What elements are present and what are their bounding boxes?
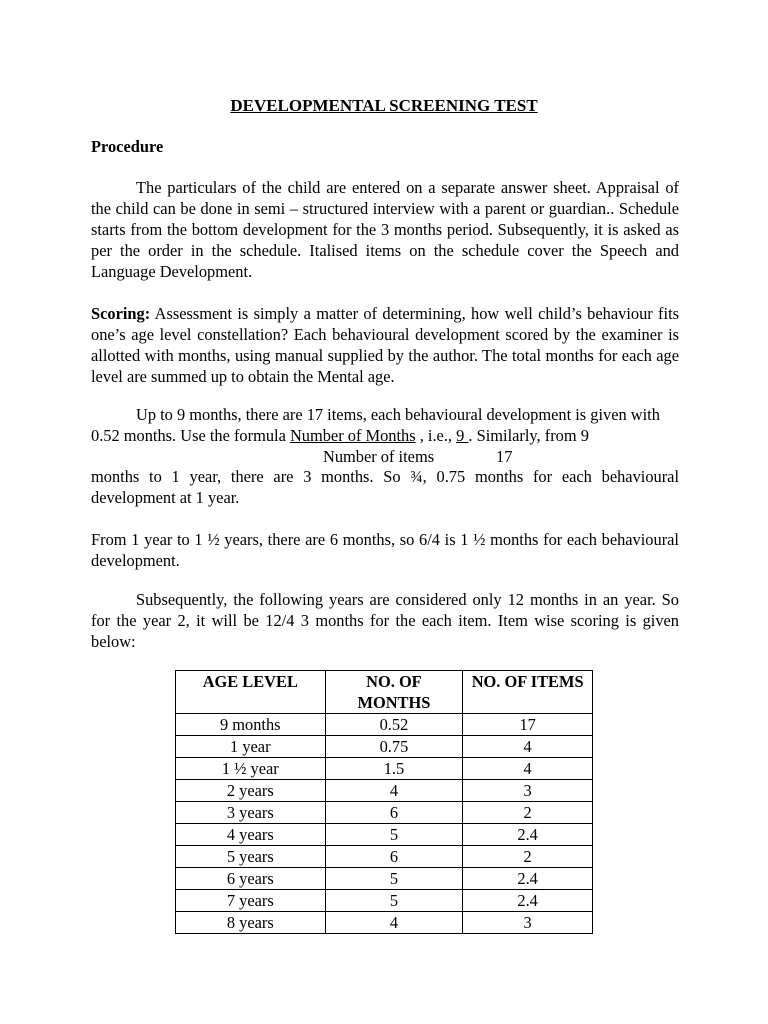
cell-no-of-months: 0.75 — [325, 736, 463, 758]
scoring-label: Scoring: — [91, 304, 151, 323]
table-row — [176, 868, 593, 890]
formula-mid: , i.e., — [415, 426, 457, 445]
cell-age-level: 1 ½ year — [176, 758, 326, 780]
table-row — [176, 912, 593, 934]
cell-no-of-items: 3 — [463, 912, 593, 934]
table-row — [176, 780, 593, 802]
cell-age-level: 9 months — [176, 714, 326, 736]
cell-no-of-months: 6 — [325, 802, 463, 824]
cell-no-of-items: 4 — [463, 758, 593, 780]
table-row — [176, 890, 593, 912]
formula-continuation: months to 1 year, there are 3 months. So ¾, 0.75 months for each behavioural development at 1 year. — [91, 467, 679, 507]
table-body — [176, 714, 593, 934]
formula-paragraph — [91, 404, 691, 446]
cell-age-level: 6 years — [176, 868, 326, 890]
procedure-heading: Procedure — [91, 137, 164, 156]
formula-numerator-value: 9 — [456, 426, 469, 445]
cell-age-level: 3 years — [176, 802, 326, 824]
cell-no-of-items: 17 — [463, 714, 593, 736]
cell-age-level: 7 years — [176, 890, 326, 912]
cell-no-of-items: 3 — [463, 780, 593, 802]
table-header-row — [176, 671, 593, 714]
scoring-paragraph — [91, 303, 679, 387]
formula-post: . Similarly, from 9 — [468, 426, 589, 445]
cell-no-of-months: 4 — [325, 912, 463, 934]
cell-age-level: 1 year — [176, 736, 326, 758]
scoring-text: Assessment is simply a matter of determining, how well child’s behaviour fits one’s age level constellation? Each behavioural development scored by the examiner is allotted with months, using manual supplied by the author. The total months for each age level are summed up to obtain the Mental age. — [91, 304, 679, 386]
year-paragraph: From 1 year to 1 ½ years, there are 6 months, so 6/4 is 1 ½ months for each behavioural development. — [91, 530, 679, 570]
scoring-table — [175, 670, 593, 934]
document-title: DEVELOPMENTAL SCREENING TEST — [230, 96, 538, 115]
cell-no-of-months: 5 — [325, 890, 463, 912]
procedure-text: The particulars of the child are entered on a separate answer sheet. Appraisal of the child can be done in semi – structured interview with a parent or guardian.. Schedule starts from the bottom development for the 3 months period. Subsequently, it is asked as per the order in the schedule. Italised items on the schedule cover the Speech and Language Development. — [91, 178, 679, 281]
table-row — [176, 802, 593, 824]
procedure-paragraph — [91, 177, 679, 282]
cell-no-of-items: 2.4 — [463, 868, 593, 890]
table-row — [176, 824, 593, 846]
cell-no-of-months: 4 — [325, 780, 463, 802]
table-row — [176, 736, 593, 758]
table-row — [176, 758, 593, 780]
cell-no-of-months: 0.52 — [325, 714, 463, 736]
formula-numerator-label: Number of Months — [289, 426, 416, 445]
cell-age-level: 5 years — [176, 846, 326, 868]
formula-denominator-value: 17 — [496, 447, 513, 466]
subsequent-paragraph — [91, 589, 679, 652]
formula-pre: Up to 9 months, there are 17 items, each behavioural development is given with 0.52 months. Use the formula — [91, 405, 660, 445]
header-age-level: AGE LEVEL — [176, 671, 326, 714]
cell-no-of-items: 2 — [463, 802, 593, 824]
header-no-of-months: NO. OF MONTHS — [325, 671, 463, 714]
cell-no-of-items: 4 — [463, 736, 593, 758]
formula-denominator-label: Number of items — [323, 447, 435, 466]
header-no-of-items: NO. OF ITEMS — [463, 671, 593, 714]
table-row — [176, 714, 593, 736]
cell-no-of-months: 5 — [325, 824, 463, 846]
cell-no-of-months: 1.5 — [325, 758, 463, 780]
cell-no-of-items: 2.4 — [463, 824, 593, 846]
cell-no-of-months: 5 — [325, 868, 463, 890]
cell-no-of-items: 2.4 — [463, 890, 593, 912]
cell-no-of-items: 2 — [463, 846, 593, 868]
cell-age-level: 4 years — [176, 824, 326, 846]
cell-age-level: 2 years — [176, 780, 326, 802]
subsequent-text: Subsequently, the following years are considered only 12 months in an year. So for the year 2, it will be 12/4 3 months for the each item. Item wise scoring is given below: — [91, 590, 679, 651]
cell-no-of-months: 6 — [325, 846, 463, 868]
cell-age-level: 8 years — [176, 912, 326, 934]
table-row — [176, 846, 593, 868]
